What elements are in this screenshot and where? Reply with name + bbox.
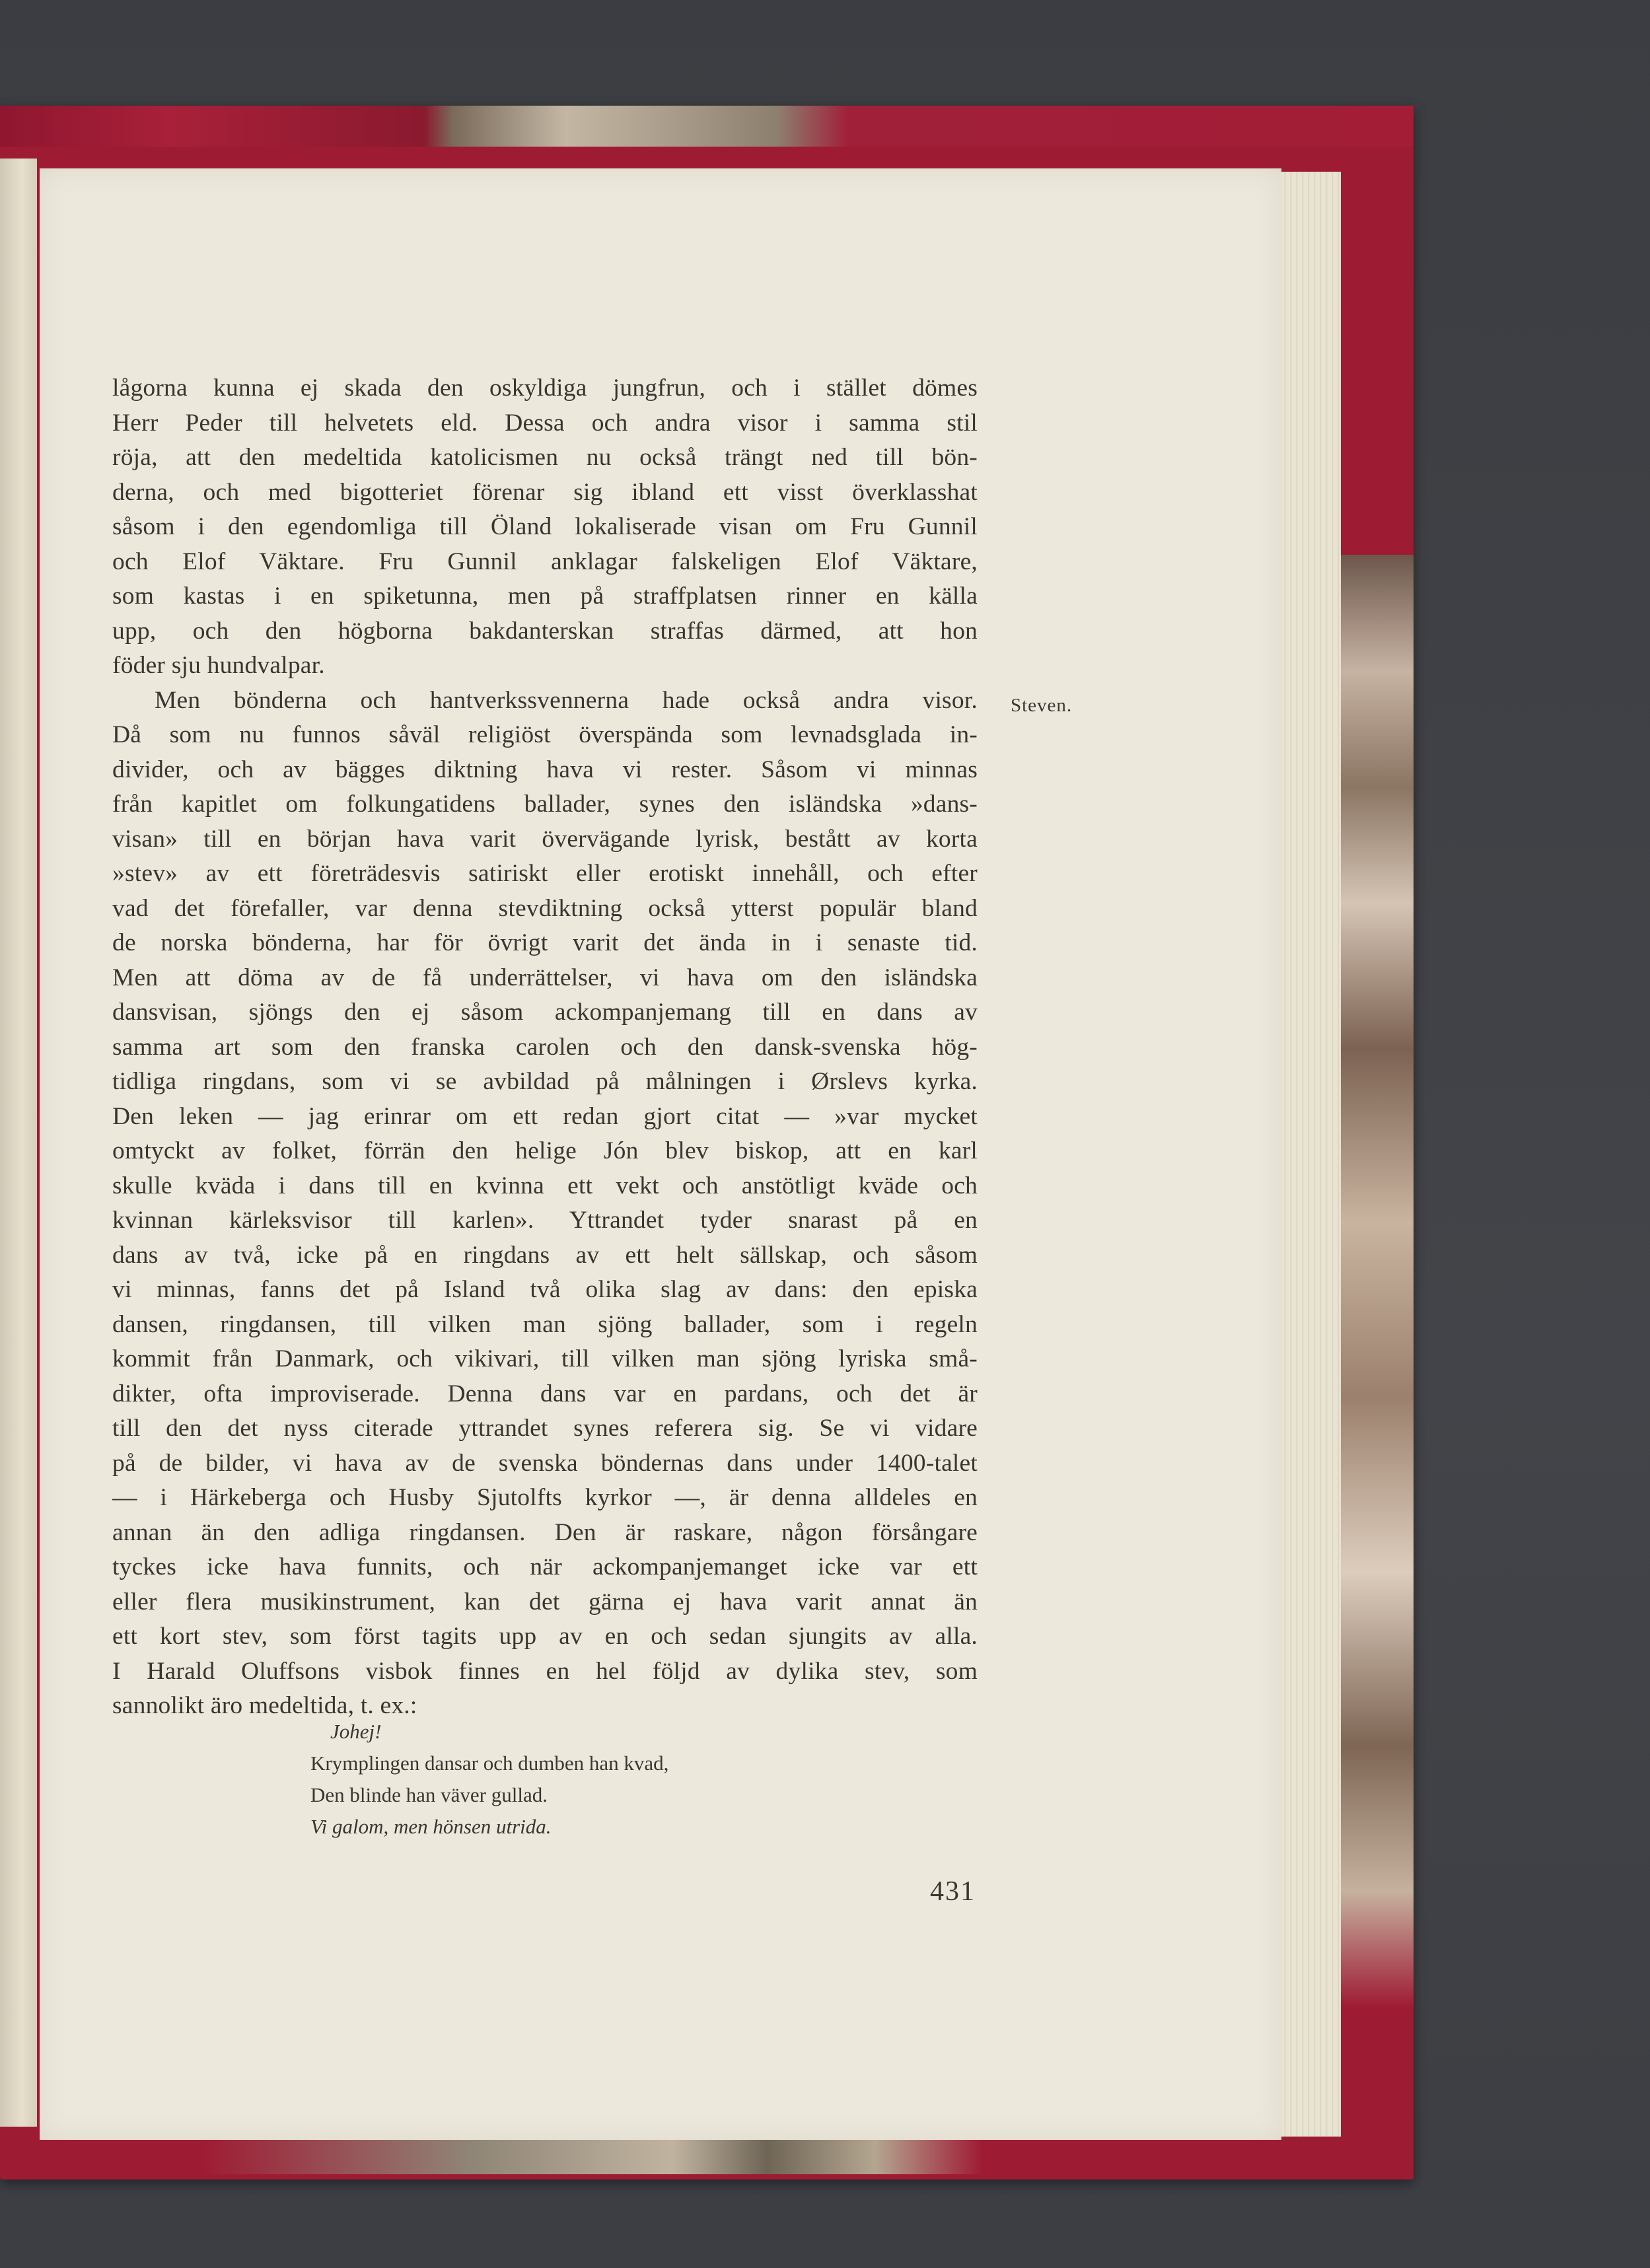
verse-block <box>310 1716 668 1843</box>
text-line: kvinnan kärleksvisor till karlen». Yttrandet tyder snarast på en <box>112 1207 978 1234</box>
text-line: dansvisan, sjöngs den ej såsom ackompanjemang till en dans av <box>112 999 978 1026</box>
text-line: vi minnas, fanns det på Island två olika slag av dans: den episka <box>112 1276 978 1303</box>
text-line: tyckes icke hava funnits, och när ackompanjemanget icke var ett <box>112 1553 978 1580</box>
text-line: såsom i den egendomliga till Öland lokaliserade visan om Fru Gunnil <box>112 513 978 540</box>
text-line: »stev» av ett företrädesvis satiriskt eller erotiskt innehåll, och efter <box>112 860 978 887</box>
text-line: dikter, ofta improviserade. Denna dans var en pardans, och det är <box>112 1380 978 1407</box>
text-line: från kapitlet om folkungatidens ballader, synes den isländska »dans- <box>112 791 978 818</box>
verse-line: Den blinde han väver gullad. <box>310 1783 548 1806</box>
text-line: — i Härkeberga och Husby Sjutolfts kyrkor —, är denna alldeles en <box>112 1484 978 1511</box>
text-line: Men bönderna och hantverkssvennerna hade också andra visor. <box>155 686 978 714</box>
page-number: 431 <box>930 1876 976 1907</box>
text-line: derna, och med bigotteriet förenar sig ibland ett visst överklasshat <box>112 478 978 506</box>
text-line: och Elof Väktare. Fru Gunnil anklagar falskeligen Elof Väktare, <box>112 548 978 575</box>
text-line: kommit från Danmark, och vikivari, till vilken man sjöng lyriska små- <box>112 1345 978 1372</box>
book-edge-bottom <box>66 2139 1414 2174</box>
marbled-cover <box>1341 555 1414 2008</box>
text-line: de norska bönderna, har för övrigt varit det ända in i senaste tid. <box>112 929 978 956</box>
text-line: lågorna kunna ej skada den oskyldiga jungfrun, och i stället dömes <box>112 374 978 402</box>
text-line: I Harald Oluffsons visbok finnes en hel följd av dylika stev, som <box>112 1657 978 1685</box>
text-line: röja, att den medeltida katolicismen nu också trängt ned till bön- <box>112 444 978 471</box>
text-line: eller flera musikinstrument, kan det gärna ej hava varit annat än <box>112 1588 978 1615</box>
text-line: Men att döma av de få underrättelser, vi hava om den isländska <box>112 964 978 991</box>
verse-line: Krymplingen dansar och dumben han kvad, <box>310 1752 669 1775</box>
text-line: visan» till en början hava varit övervägande lyrisk, bestått av korta <box>112 825 978 853</box>
text-line: divider, och av bägges diktning hava vi rester. Såsom vi minnas <box>112 756 978 783</box>
text-line: annan än den adliga ringdansen. Den är raskare, någon försångare <box>112 1518 978 1546</box>
text-line: ett kort stev, som först tagits upp av en och sedan sjungits av alla. <box>112 1623 978 1650</box>
text-line: föder sju hundvalpar. <box>112 652 325 679</box>
text-line: upp, och den högborna bakdanterskan straffas därmed, att hon <box>112 617 978 645</box>
text-line: vad det förefaller, var denna stevdiktning också ytterst populär bland <box>112 894 978 922</box>
left-page-edge <box>0 159 37 2127</box>
text-line: tidliga ringdans, som vi se avbildad på målningen i Ørslevs kyrka. <box>112 1068 978 1095</box>
text-line: Då som nu funnos såväl religiöst överspända som levnadsglada in- <box>112 721 978 748</box>
book-edge-top <box>0 106 1414 147</box>
text-line: Herr Peder till helvetets eld. Dessa och andra visor i samma stil <box>112 409 978 437</box>
text-line: dansen, ringdansen, till vilken man sjöng ballader, som i regeln <box>112 1310 978 1338</box>
verse-line: Johej! <box>330 1720 382 1743</box>
text-line: samma art som den franska carolen och den dansk-svenska hög- <box>112 1033 978 1061</box>
text-line: som kastas i en spiketunna, men på straffplatsen rinner en källa <box>112 583 978 610</box>
text-line: dans av två, icke på en ringdans av ett helt sällskap, och såsom <box>112 1241 978 1269</box>
text-line: sannolikt äro medeltida, t. ex.: <box>112 1692 417 1719</box>
text-line: skulle kväda i dans till en kvinna ett vekt och anstötligt kväde och <box>112 1172 978 1199</box>
text-line: till den det nyss citerade yttrandet synes referera sig. Se vi vidare <box>112 1415 978 1442</box>
text-line: Den leken — jag erinrar om ett redan gjort citat — »var mycket <box>112 1102 978 1130</box>
text-line: på de bilder, vi hava av de svenska böndernas dans under 1400-talet <box>112 1449 978 1477</box>
page-body-text <box>112 371 978 1724</box>
text-line: omtyckt av folket, förrän den helige Jón blev biskop, att en karl <box>112 1137 978 1164</box>
verse-line: Vi galom, men hönsen utrida. <box>310 1815 552 1838</box>
margin-note: Steven. <box>1011 695 1073 716</box>
